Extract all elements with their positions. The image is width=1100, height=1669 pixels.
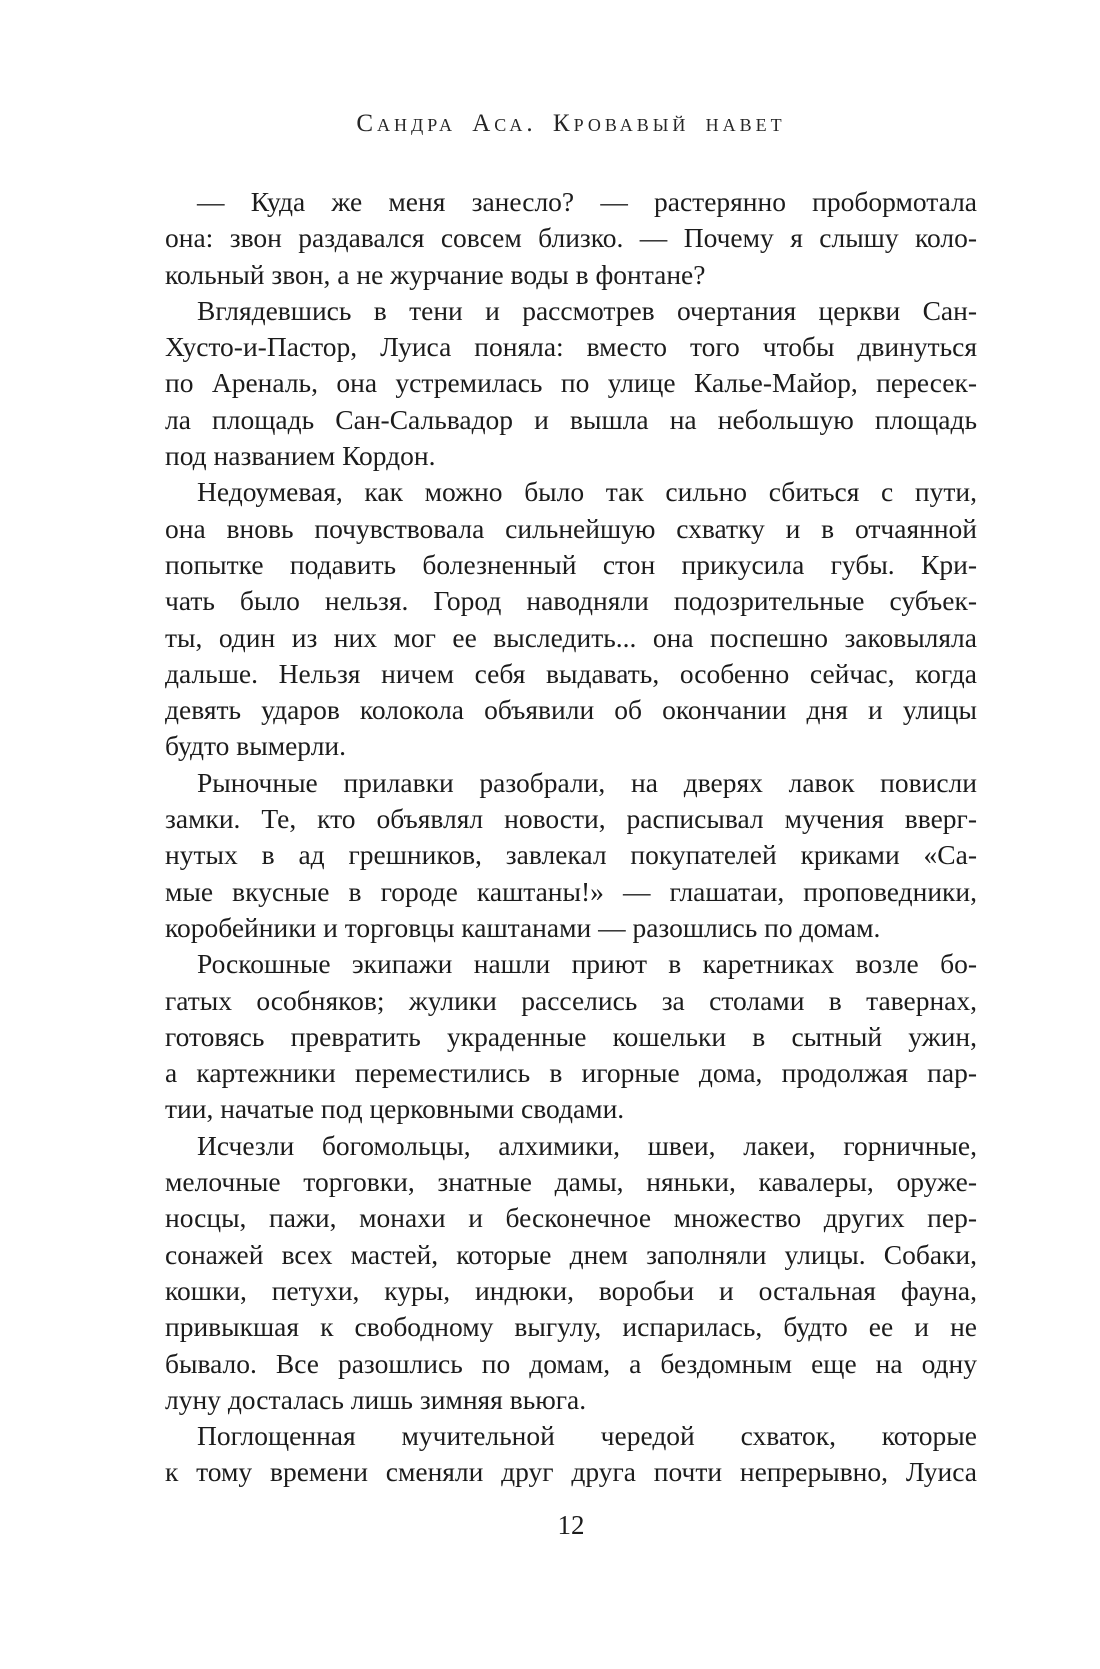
text-line: кольный звон, а не журчание воды в фонтане?: [165, 258, 706, 290]
text-line: она вновь почувствовала сильнейшую схватку и в отчаянной: [165, 512, 977, 544]
paragraph: [165, 474, 977, 764]
text-line: будто вымерли.: [165, 730, 347, 762]
text-line: коробейники и торговцы каштанами — разошлись по домам.: [165, 911, 881, 943]
text-line: мелочные торговки, знатные дамы, няньки, кавалеры, оруже-: [165, 1166, 977, 1198]
text-line: кошки, петухи, куры, индюки, воробьи и остальная фауна,: [165, 1274, 977, 1306]
text-line: замки. Те, кто объявлял новости, расписывал мучения вверг-: [165, 803, 977, 835]
text-line: готовясь превратить украденные кошельки в сытный ужин,: [165, 1020, 977, 1052]
text-line: к тому времени сменяли друг друга почти непрерывно, Луиса: [165, 1456, 977, 1488]
paragraph: [165, 946, 977, 1127]
text-line: — Куда же меня занесло? — растерянно пробормотала: [197, 186, 977, 217]
text-line: луну досталась лишь зимняя вьюга.: [165, 1383, 587, 1415]
text-line: ла площадь Сан-Сальвадор и вышла на небольшую площадь: [165, 403, 977, 435]
text-line: Рыночные прилавки разобрали, на дверях лавок повисли: [197, 766, 977, 798]
text-line: нутых в ад грешников, завлекал покупателей криками «Са-: [165, 839, 977, 871]
text-line: девять ударов колокола объявили об окончании дня и улицы: [165, 694, 977, 726]
paragraph: [165, 1128, 977, 1418]
text-line: Вглядевшись в тени и рассмотрев очертания церкви Сан-: [197, 294, 977, 326]
text-line: носцы, пажи, монахи и бесконечное множество других пер-: [165, 1202, 977, 1234]
text-line: Исчезли богомольцы, алхимики, швеи, лакеи, горничные,: [197, 1129, 977, 1161]
text-line: мые вкусные в городе каштаны!» — глашатаи, проповедники,: [165, 875, 977, 907]
text-line: Недоумевая, как можно было так сильно сбиться с пути,: [197, 476, 977, 508]
text-line: Поглощенная мучительной чередой схваток, которые: [197, 1420, 977, 1452]
paragraph: [165, 184, 977, 293]
paragraph: [165, 765, 977, 946]
text-line: чать было нельзя. Город наводняли подозрительные субъек-: [165, 585, 977, 617]
paragraph: [165, 1418, 977, 1491]
text-line: дальше. Нельзя ничем себя выдавать, особенно сейчас, когда: [165, 657, 977, 689]
text-block: [165, 184, 977, 1491]
text-line: она: звон раздавался совсем близко. — Почему я слышу коло-: [165, 222, 977, 254]
text-line: сонажей всех мастей, которые днем заполняли улицы. Собаки,: [165, 1238, 977, 1270]
text-line: попытке подавить болезненный стон прикусила губы. Кри-: [165, 548, 977, 580]
text-line: а картежники переместились в игорные дома, продолжая пар-: [165, 1057, 977, 1089]
page-number: 12: [557, 1510, 585, 1540]
text-line: Роскошные экипажи нашли приют в каретниках возле бо-: [197, 948, 977, 980]
text-line: привыкшая к свободному выгулу, испарилась, будто ее и не: [165, 1311, 977, 1343]
paragraph: [165, 293, 977, 474]
running-header: Сандра Аса. Кровавый навет: [356, 110, 786, 137]
text-line: бывало. Все разошлись по домам, а бездомным еще на одну: [165, 1347, 977, 1379]
text-line: под названием Кордон.: [165, 440, 436, 472]
text-line: ты, один из них мог ее выследить... она поспешно заковыляла: [165, 621, 977, 653]
text-line: Хусто-и-Пастор, Луиса поняла: вместо того чтобы двинуться: [165, 331, 977, 363]
text-line: гатых особняков; жулики расселись за столами в тавернах,: [165, 984, 977, 1016]
text-line: по Ареналь, она устремилась по улице Калье-Майор, пересек-: [165, 367, 977, 399]
text-line: тии, начатые под церковными сводами.: [165, 1093, 625, 1125]
